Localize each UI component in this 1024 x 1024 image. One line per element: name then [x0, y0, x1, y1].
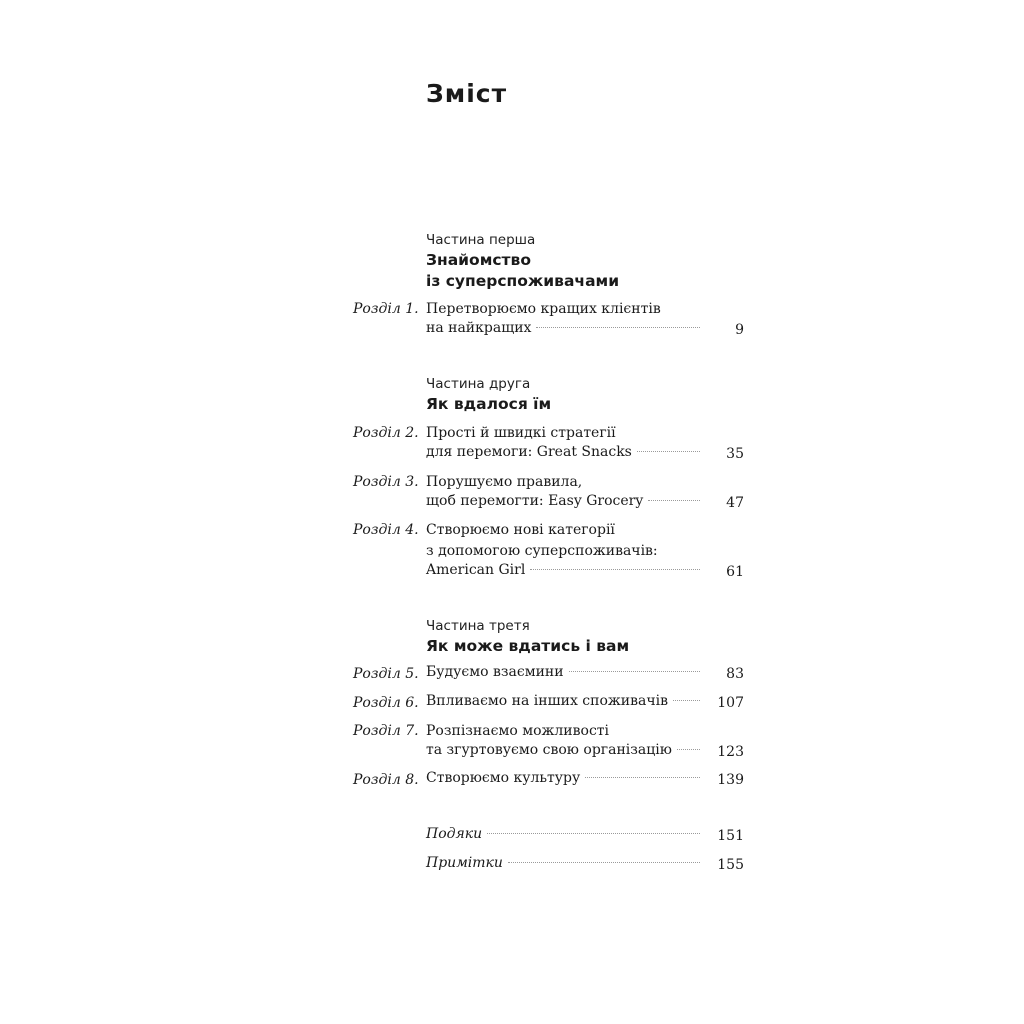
dot-leader — [536, 327, 700, 328]
chapter-number: Розділ 5. — [353, 666, 419, 682]
toc-entry[interactable] — [353, 721, 744, 763]
entry-title-line: Перетворюємо кращих клієнтів — [426, 301, 661, 317]
part-heading — [426, 374, 746, 415]
page-number: 155 — [717, 857, 744, 873]
entry-title-line: Розпізнаємо можливості — [426, 723, 610, 739]
entry-title-line: на найкращих — [426, 320, 532, 336]
toc-entry[interactable] — [353, 299, 744, 359]
entry-title-line: Створюємо нові категорії — [426, 522, 615, 538]
page-title: Зміст — [426, 79, 508, 108]
entry-title-line: American Girl — [426, 562, 526, 578]
page-number: 9 — [735, 322, 744, 338]
page-number: 107 — [717, 695, 744, 711]
part-heading — [426, 230, 746, 292]
dot-leader — [585, 777, 700, 778]
chapter-number: Розділ 8. — [353, 772, 419, 788]
chapter-number: Розділ 2. — [353, 425, 419, 441]
page-number: 139 — [717, 772, 744, 788]
page-number: 61 — [726, 564, 744, 580]
page-number: 151 — [717, 828, 744, 844]
part-label: Частина друга — [426, 376, 531, 392]
dot-leader — [648, 500, 700, 501]
entry-title-line: Прості й швидкі стратегії — [426, 425, 616, 441]
entry-title-line: Впливаємо на інших споживачів — [426, 693, 668, 709]
page-number: 47 — [726, 495, 744, 511]
entry-title-line: щоб перемогти: Easy Grocery — [426, 493, 644, 509]
part-heading — [426, 616, 746, 657]
entry-title-line: та згуртовуємо свою організацію — [426, 742, 672, 758]
entry-title-line: Подяки — [426, 826, 483, 842]
part-label: Частина третя — [426, 618, 530, 634]
part-title-line: Знайомство — [426, 251, 531, 269]
chapter-number: Розділ 6. — [353, 695, 419, 711]
toc-entry-acknowledgements[interactable] — [353, 826, 744, 847]
chapter-number: Розділ 3. — [353, 474, 419, 490]
dot-leader — [569, 671, 700, 672]
chapter-number: Розділ 1. — [353, 301, 419, 317]
dot-leader — [673, 700, 700, 701]
toc-entry[interactable] — [353, 770, 744, 791]
toc-entry-notes[interactable] — [353, 855, 744, 876]
page-number: 123 — [717, 744, 744, 760]
chapter-number: Розділ 7. — [353, 723, 419, 739]
part-title-line: Як вдалося їм — [426, 395, 552, 413]
part-title-line: Як може вдатись і вам — [426, 637, 630, 655]
dot-leader — [677, 749, 700, 750]
part-label: Частина перша — [426, 232, 536, 248]
dot-leader — [487, 833, 700, 834]
entry-title-line: Будуємо взаємини — [426, 664, 564, 680]
entry-title-line: для перемоги: Great Snacks — [426, 444, 632, 460]
dot-leader — [508, 862, 700, 863]
chapter-number: Розділ 4. — [353, 522, 419, 538]
dot-leader — [637, 451, 700, 452]
entry-title-line: Порушуємо правила, — [426, 474, 583, 490]
toc-entry[interactable] — [353, 693, 744, 714]
entry-title-line: Створюємо культуру — [426, 770, 581, 786]
part-title-line: із суперспоживачами — [426, 272, 620, 290]
page-number: 35 — [726, 446, 744, 462]
toc-entry[interactable] — [353, 664, 744, 685]
entry-title-line: Примітки — [426, 855, 503, 871]
entry-title-line: з допомогою суперспоживачів: — [426, 543, 658, 559]
page-number: 83 — [726, 666, 744, 682]
dot-leader — [530, 569, 700, 570]
toc-entry[interactable] — [353, 520, 744, 590]
